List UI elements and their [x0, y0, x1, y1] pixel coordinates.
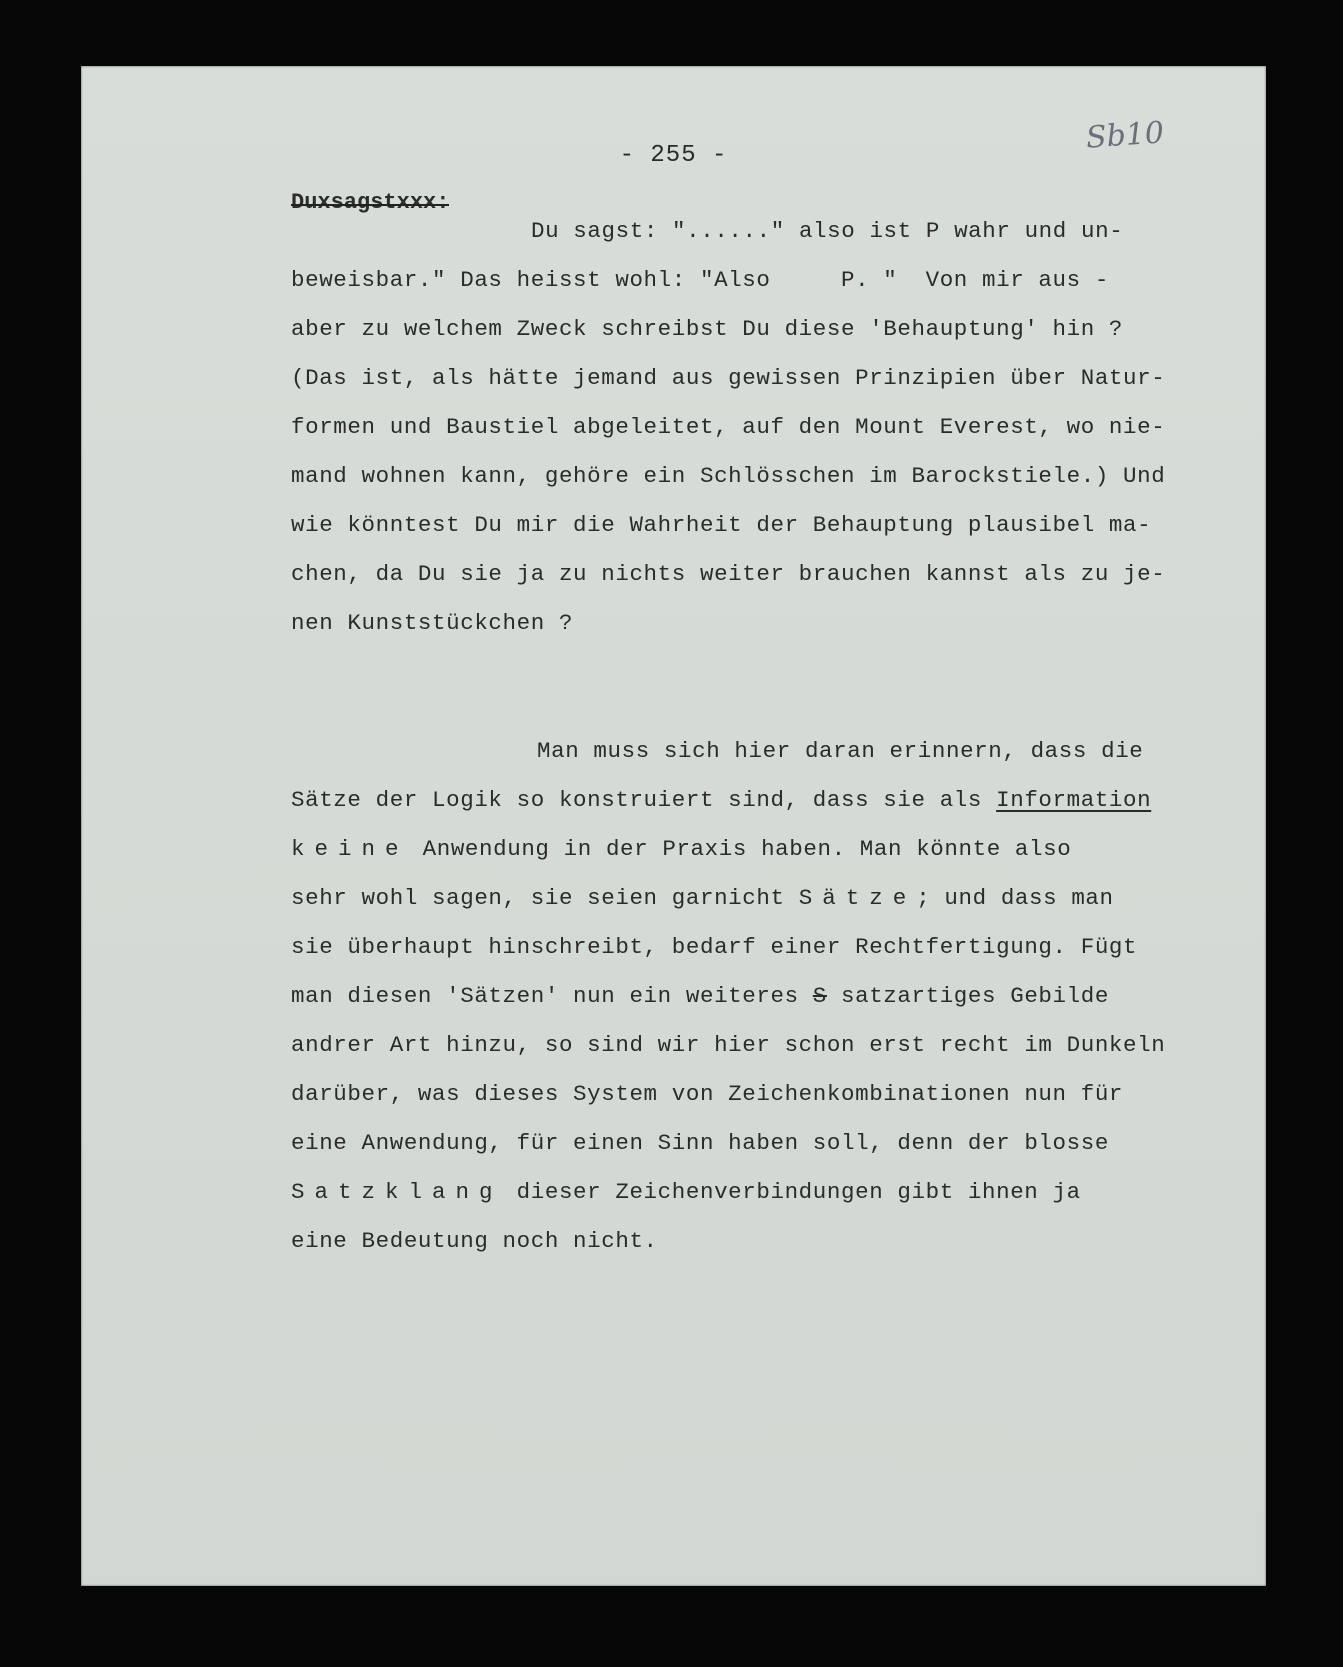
paragraph1-line: aber zu welchem Zweck schreibst Du diese 'Behauptung' hin ?: [291, 316, 1124, 342]
paragraph2-line: andrer Art hinzu, so sind wir hier schon erst recht im Dunkeln: [291, 1032, 1166, 1058]
typewritten-page: [81, 66, 1266, 1586]
page-number: - 255 -: [619, 142, 728, 169]
paragraph2-line: eine Bedeutung noch nicht.: [291, 1228, 658, 1254]
paragraph1-line: mand wohnen kann, gehöre ein Schlösschen im Barockstiele.) Und: [291, 463, 1166, 489]
paragraph2-text: sehr wohl sagen, sie seien garnicht: [291, 885, 799, 911]
paragraph2-line: Man muss sich hier daran erinnern, dass die: [537, 738, 1144, 764]
paragraph2-text: Sätze der Logik so konstruiert sind, dass sie als: [291, 787, 997, 813]
paragraph2-text: satzartiges Gebilde: [826, 983, 1109, 1009]
paragraph2-text: dieser Zeichenverbindungen gibt ihnen ja: [502, 1179, 1081, 1205]
paragraph2-line: [291, 983, 1109, 1009]
paragraph2-line: [291, 885, 1114, 911]
paragraph1-line: nen Kunststückchen ?: [291, 610, 574, 636]
letterspaced-emphasis: keine: [291, 836, 409, 862]
struck-out-character: S: [812, 983, 827, 1009]
paragraph2-line: sie überhaupt hinschreibt, bedarf einer Rechtfertigung. Fügt: [291, 934, 1138, 960]
paragraph2-text: Anwendung in der Praxis haben. Man könnte also: [408, 836, 1072, 862]
paragraph1-line: beweisbar." Das heisst wohl: "Also P. " Von mir aus -: [291, 267, 1109, 293]
paragraph1-line: chen, da Du sie ja zu nichts weiter brauchen kannst als zu je-: [291, 561, 1166, 587]
paragraph2-text: ; und dass man: [916, 885, 1114, 911]
paragraph2-line: eine Anwendung, für einen Sinn haben soll, denn der blosse: [291, 1130, 1109, 1156]
struck-out-heading: [291, 190, 449, 215]
paragraph1-line: Du sagst: "......" also ist P wahr und un-: [531, 218, 1124, 244]
paragraph2-line: [291, 1179, 1081, 1205]
struck-out-text: Duxsagstxxx:: [291, 190, 450, 215]
letterspaced-emphasis: Satzklang: [291, 1179, 503, 1205]
paragraph1-line: wie könntest Du mir die Wahrheit der Behauptung plausibel ma-: [291, 512, 1152, 538]
paragraph1-line: (Das ist, als hätte jemand aus gewissen Prinzipien über Natur-: [291, 365, 1166, 391]
paragraph2-line: darüber, was dieses System von Zeichenkombinationen nun für: [291, 1081, 1124, 1107]
archive-handwritten-mark: Sb10: [1084, 115, 1166, 156]
paragraph1-line: formen und Baustiel abgeleitet, auf den Mount Everest, wo nie-: [291, 414, 1166, 440]
paragraph2-text: man diesen 'Sätzen' nun ein weiteres: [291, 983, 813, 1009]
paragraph2-line: [291, 836, 1071, 862]
underlined-word: Information: [996, 787, 1152, 813]
paragraph2-line: [291, 787, 1151, 813]
letterspaced-emphasis: Sätze: [798, 885, 917, 911]
